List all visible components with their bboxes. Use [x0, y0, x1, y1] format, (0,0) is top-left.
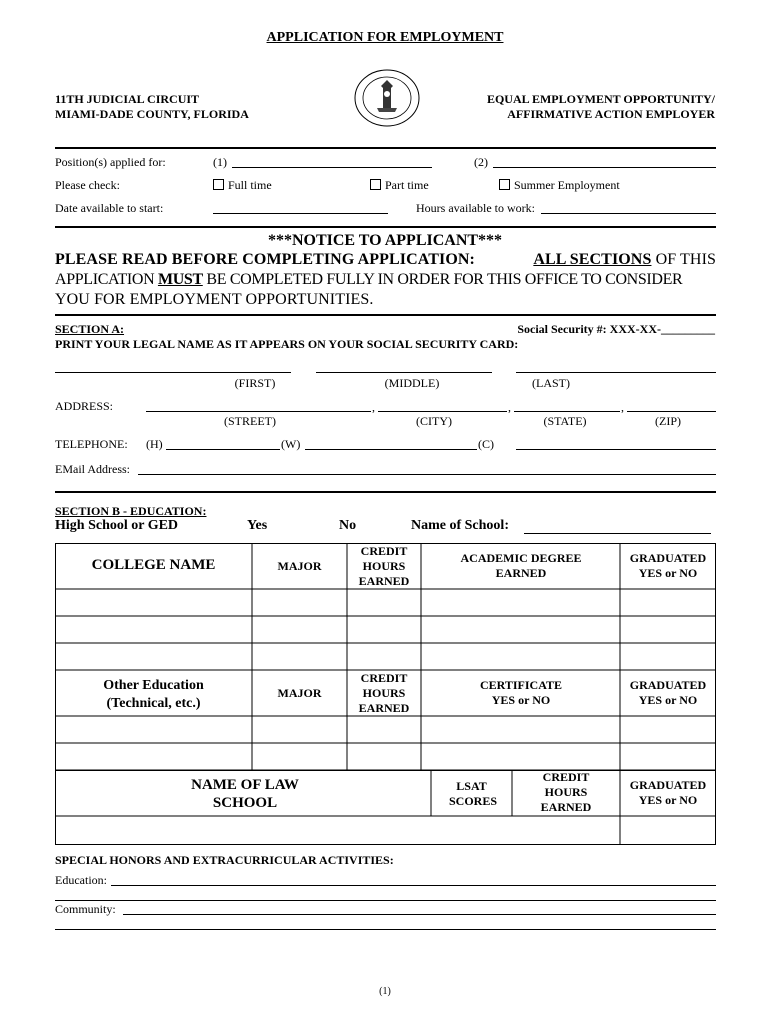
- hours-available-field[interactable]: [541, 213, 716, 214]
- position-1-label: (1): [213, 155, 227, 169]
- college-graduated-header: GRADUATED YES or NO: [629, 551, 707, 580]
- cell-phone-field[interactable]: [516, 449, 716, 450]
- summer-label: Summer Employment: [514, 178, 620, 192]
- part-time-option[interactable]: [370, 178, 429, 193]
- comma-2: ,: [508, 400, 511, 414]
- position-2-label: (2): [474, 155, 488, 169]
- check-label: Please check:: [55, 178, 120, 192]
- notice-line-2: [55, 270, 716, 290]
- part-time-checkbox[interactable]: [370, 179, 381, 190]
- section-a-divider: [55, 491, 716, 493]
- part-time-label: Part time: [385, 178, 429, 192]
- email-field[interactable]: [138, 474, 716, 475]
- honors-education-field-2[interactable]: [55, 900, 716, 901]
- position-divider: [55, 226, 716, 228]
- address-label: ADDRESS:: [55, 399, 114, 413]
- date-available-field[interactable]: [213, 213, 388, 214]
- section-a-title: SECTION A:: [55, 322, 125, 336]
- middle-name-caption: (MIDDLE): [384, 376, 440, 390]
- notice-read-text: PLEASE READ BEFORE COMPLETING APPLICATION:: [55, 251, 475, 268]
- position-label: Position(s) applied for:: [55, 155, 166, 169]
- other-education-line1: Other Education: [103, 678, 204, 693]
- other-graduated-header: GRADUATED YES or NO: [629, 678, 707, 707]
- hs-yes-option[interactable]: Yes: [247, 518, 268, 533]
- street-caption: (STREET): [224, 414, 276, 428]
- city-caption: (CITY): [416, 414, 452, 428]
- college-name-header: COLLEGE NAME: [91, 557, 216, 573]
- last-name-caption: (LAST): [532, 376, 570, 390]
- comma-3: ,: [621, 400, 624, 414]
- page-title: APPLICATION FOR EMPLOYMENT: [266, 30, 504, 45]
- other-certificate-header: CERTIFICATE YES or NO: [479, 678, 563, 707]
- other-credit-header: CREDIT HOURS EARNED: [358, 671, 410, 715]
- law-graduated-header: GRADUATED YES or NO: [629, 778, 707, 807]
- college-major-header: MAJOR: [277, 559, 322, 573]
- notice-all-sections: ALL SECTIONS: [533, 251, 652, 268]
- email-label: EMail Address:: [55, 462, 130, 476]
- full-time-label: Full time: [228, 178, 272, 192]
- notice-completed-text: BE COMPLETED FULLY IN ORDER FOR THIS OFFICE TO CONSIDER: [206, 271, 683, 288]
- legal-name-instruction: PRINT YOUR LEGAL NAME AS IT APPEARS ON YOUR SOCIAL SECURITY CARD:: [55, 337, 519, 351]
- honors-community-field-2[interactable]: [55, 929, 716, 930]
- home-phone-label: (H): [146, 437, 163, 451]
- ssn-field[interactable]: Social Security #: XXX-XX-_________: [517, 322, 715, 336]
- county-name: MIAMI-DADE COUNTY, FLORIDA: [55, 107, 249, 121]
- honors-education-label: Education:: [55, 873, 107, 887]
- street-field[interactable]: [146, 411, 371, 412]
- header-divider: [55, 147, 716, 149]
- zip-field[interactable]: [627, 411, 716, 412]
- position-2-field[interactable]: [493, 167, 716, 168]
- notice-must-text: MUST: [157, 271, 203, 288]
- education-table: [55, 543, 716, 771]
- city-field[interactable]: [378, 411, 507, 412]
- hs-no-option[interactable]: No: [339, 518, 357, 533]
- work-phone-label: (W): [281, 437, 301, 451]
- home-phone-field[interactable]: [166, 449, 280, 450]
- law-school-table: [55, 770, 716, 845]
- page-number: (1): [379, 986, 391, 997]
- college-degree-header: ACADEMIC DEGREE EARNED: [460, 551, 582, 580]
- zip-caption: (ZIP): [655, 414, 681, 428]
- middle-name-field[interactable]: [316, 372, 492, 373]
- honors-education-field[interactable]: [111, 885, 716, 886]
- other-education-line2: (Technical, etc.): [106, 696, 201, 711]
- first-name-caption: (FIRST): [234, 376, 276, 390]
- hours-available-label: Hours available to work:: [416, 201, 535, 215]
- notice-heading: ***NOTICE TO APPLICANT***: [267, 232, 503, 249]
- court-name: 11TH JUDICIAL CIRCUIT: [55, 92, 200, 106]
- honors-title: SPECIAL HONORS AND EXTRACURRICULAR ACTIVITIES:: [55, 853, 394, 867]
- comma-1: ,: [372, 400, 375, 414]
- law-school-header: NAME OF LAW SCHOOL: [191, 777, 299, 811]
- school-name-field[interactable]: [524, 533, 711, 534]
- eeo-statement: EQUAL EMPLOYMENT OPPORTUNITY/: [486, 92, 715, 106]
- state-caption: (STATE): [543, 414, 587, 428]
- summer-option[interactable]: [499, 178, 620, 193]
- high-school-label: High School or GED: [55, 518, 179, 533]
- other-major-header: MAJOR: [277, 686, 322, 700]
- lsat-header: LSAT SCORES: [449, 779, 498, 808]
- notice-application-text: APPLICATION: [55, 271, 155, 288]
- court-seal-icon: [353, 68, 421, 128]
- notice-line-1: [55, 250, 716, 270]
- summer-checkbox[interactable]: [499, 179, 510, 190]
- honors-community-field[interactable]: [123, 914, 716, 915]
- college-credit-header: CREDIT HOURS EARNED: [358, 544, 410, 588]
- notice-divider: [55, 314, 716, 316]
- notice-line-3: YOU FOR EMPLOYMENT OPPORTUNITIES.: [55, 291, 374, 308]
- school-name-label: Name of School:: [411, 518, 509, 533]
- section-b-title: SECTION B - EDUCATION:: [55, 504, 207, 518]
- full-time-checkbox[interactable]: [213, 179, 224, 190]
- notice-of-this: OF THIS: [655, 251, 716, 268]
- date-available-label: Date available to start:: [55, 201, 164, 215]
- state-field[interactable]: [514, 411, 620, 412]
- cell-phone-label: (C): [478, 437, 494, 451]
- position-1-field[interactable]: [232, 167, 432, 168]
- work-phone-field[interactable]: [305, 449, 477, 450]
- honors-community-label: Community:: [55, 902, 116, 916]
- first-name-field[interactable]: [55, 372, 291, 373]
- aa-statement: AFFIRMATIVE ACTION EMPLOYER: [507, 107, 715, 121]
- full-time-option[interactable]: [213, 178, 272, 193]
- other-education-header: [55, 677, 252, 713]
- last-name-field[interactable]: [516, 372, 716, 373]
- telephone-label: TELEPHONE:: [55, 437, 128, 451]
- law-credit-header: CREDIT HOURS EARNED: [540, 770, 592, 814]
